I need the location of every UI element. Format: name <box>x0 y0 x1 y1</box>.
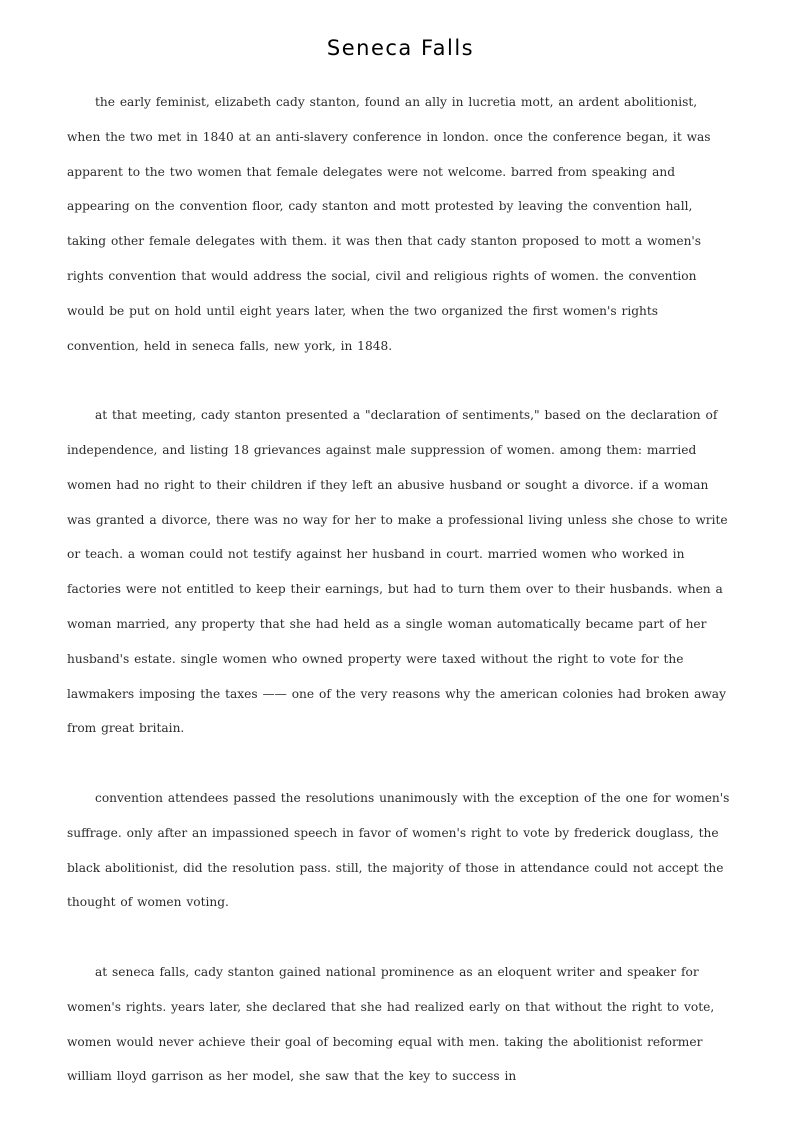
page-title: Seneca Falls <box>326 36 475 60</box>
paragraph-4: at seneca falls, cady stanton gained national prominence as an eloquent writer and speaker for women's rights. years later, she declared that she had realized early on that without the right to vote, women would never achieve their goal of becoming equal with men. taking the abolitionist reformer william lloyd garrison as her model, she saw that the key to success in <box>67 964 715 1084</box>
paragraph-1: the early feminist, elizabeth cady stanton, found an ally in lucretia mott, an ardent abolitionist, when the two met in 1840 at an anti-slavery conference in london. once the conference began, it was apparent to the two women that female delegates were not welcome. barred from speaking and appearing on the convention floor, cady stanton and mott protested by leaving the convention hall, taking other female delegates with them. it was then that cady stanton proposed to mott a women's rights convention that would address the social, civil and religious rights of women. the convention would be put on hold until eight years later, when the two organized the first women's rights convention, held in seneca falls, new york, in 1848. <box>67 95 711 353</box>
paragraph-2: at that meeting, cady stanton presented a "declaration of sentiments," based on the declaration of independence, and listing 18 grievances against male suppression of women. among them: married women had no right to their children if they left an abusive husband or sought a divorce. if a woman was granted a divorce, there was no way for her to make a professional living unless she chose to write or teach. a woman could not testify against her husband in court. married women who worked in factories were not entitled to keep their earnings, but had to turn them over to their husbands. when a woman married, any property that she had held as a single woman automatically became part of her husband's estate. single women who owned property were taxed without the right to vote for the lawmakers imposing the taxes —— one of the very reasons why the american colonies had broken away from great britain. <box>67 408 728 736</box>
document-body <box>67 85 734 1094</box>
paragraph-3: convention attendees passed the resolutions unanimously with the exception of the one for women's suffrage. only after an impassioned speech in favor of women's right to vote by frederick douglass, the black abolitionist, did the resolution pass. still, the majority of those in attendance could not accept the thought of women voting. <box>67 790 730 910</box>
